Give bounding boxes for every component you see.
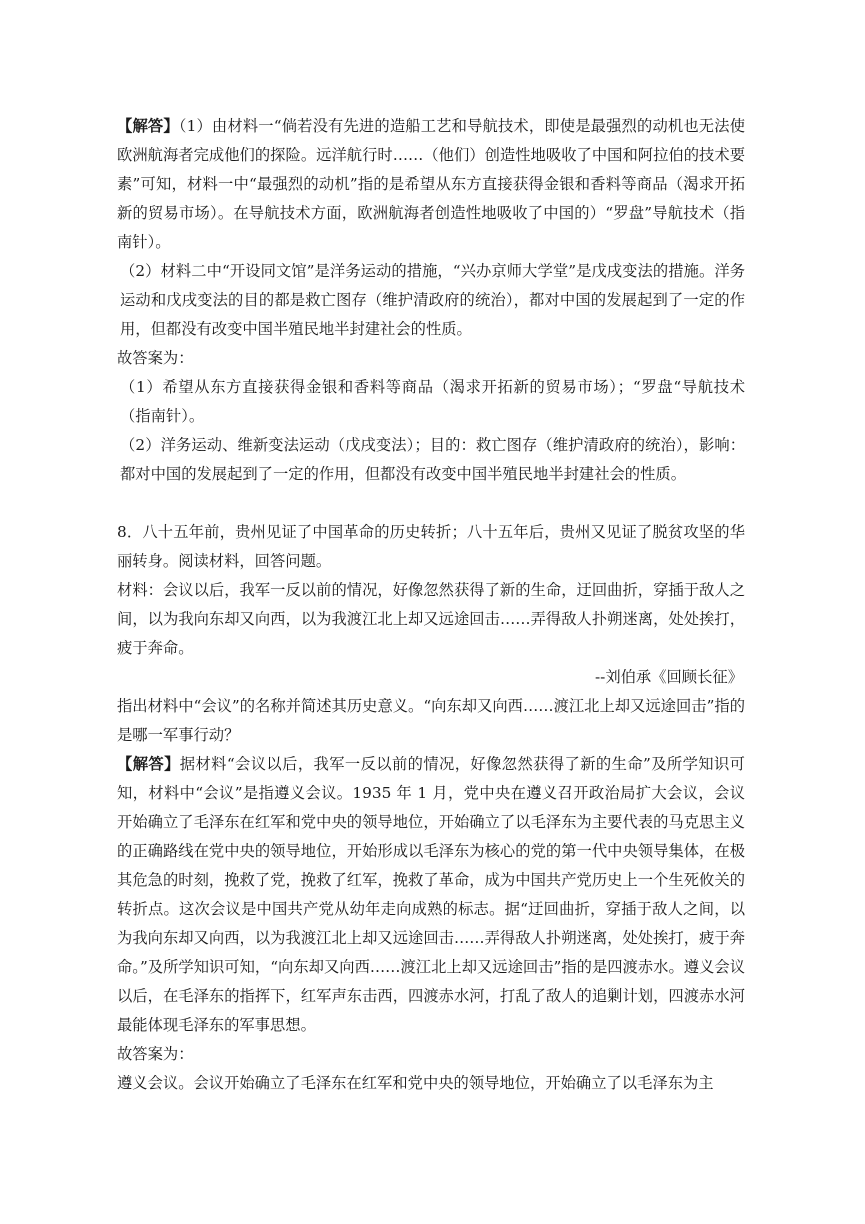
question-8-prompt: 指出材料中“会议”的名称并简述其历史意义。“向东却又向西……渡江北上却又远途回击”指的是哪一军事行动？ bbox=[117, 697, 745, 744]
answer-1-intro: 故答案为： bbox=[117, 349, 194, 367]
answer-1-paragraph-2: （2）材料二中“开设同文馆”是洋务运动的措施，“兴办京师大学堂”是戊戌变法的措施。洋务运动和戊戌变法的目的都是救亡图存（维护清政府的统治），都对中国的发展起到了一定的作用，但都没有改变中国半殖民地半封建社会的性质。 bbox=[120, 262, 745, 338]
section-gap bbox=[117, 489, 745, 518]
answer-8-text: 据材料“会议以后，我军一反以前的情况，好像忽然获得了新的生命”及所学知识可知，材料中“会议”是指遵义会议。1935 年 1 月，党中央在遵义召开政治局扩大会议，会议开始确立了毛泽东在红军和党中央的领导地位，开始确立了以毛泽东为主要代表的马克思主义的正确路线在党中央的领导地位，开始形成以毛泽东为核心的党的第一代中央领导集体，在极其危急的时刻，挽救了党，挽救了红军，挽救了革命，成为中国共产党历史上一个生死攸关的转折点。这次会议是中国共产党从幼年走向成熟的标志。据“迂回曲折，穿插于敌人之间，以为我向东却又向西，以为我渡江北上却又远途回击……弄得敌人扑朔迷离，处处挨打，疲于奔命。”及所学知识可知，“向东却又向西……渡江北上却又远途回击”指的是四渡赤水。遵义会议以后，在毛泽东的指挥下，红军声东击西，四渡赤水河，打乱了敌人的追剿计划，四渡赤水河最能体现毛泽东的军事思想。 bbox=[117, 755, 745, 1034]
answer-1-item-1: （1）希望从东方直接获得金银和香料等商品（渴求开拓新的贸易市场）；“罗盘“导航技术（指南针）。 bbox=[120, 378, 745, 425]
answer-label: 【解答】 bbox=[117, 755, 180, 773]
answer-1-paragraph-1 bbox=[117, 112, 745, 257]
answer-label: 【解答】 bbox=[117, 117, 179, 135]
answer-8-paragraph bbox=[117, 750, 745, 1040]
answer-1-text-1: （1）由材料一“倘若没有先进的造船工艺和导航技术，即使是最强烈的动机也无法使欧洲航海者完成他们的探险。远洋航行时……（他们）创造性地吸收了中国和阿拉伯的技术要素”可知，材料一中“最强烈的动机”指的是希望从东方直接获得金银和香料等商品（渴求开拓新的贸易市场）。在导航技术方面，欧洲航海者创造性地吸收了中国的）“罗盘”导航技术（指南针）。 bbox=[117, 117, 745, 251]
document-page bbox=[117, 112, 745, 1098]
question-8-stem: 8．八十五年前，贵州见证了中国革命的历史转折；八十五年后，贵州又见证了脱贫攻坚的华丽转身。阅读材料，回答问题。 bbox=[117, 523, 745, 570]
question-8-source: --刘伯承《回顾长征》 bbox=[594, 668, 743, 686]
answer-8-item-1: 遵义会议。会议开始确立了毛泽东在红军和党中央的领导地位，开始确立了以毛泽东为主 bbox=[117, 1074, 714, 1092]
answer-8-intro: 故答案为： bbox=[117, 1045, 194, 1063]
answer-1-item-2: （2）洋务运动、维新变法运动（戊戌变法）；目的：救亡图存（维护清政府的统治），影响：都对中国的发展起到了一定的作用，但都没有改变中国半殖民地半封建社会的性质。 bbox=[120, 436, 745, 483]
question-8-material: 材料：会议以后，我军一反以前的情况，好像忽然获得了新的生命，迂回曲折，穿插于敌人之间，以为我向东却又向西，以为我渡江北上却又远途回击……弄得敌人扑朔迷离，处处挨打，疲于奔命。 bbox=[117, 581, 745, 657]
